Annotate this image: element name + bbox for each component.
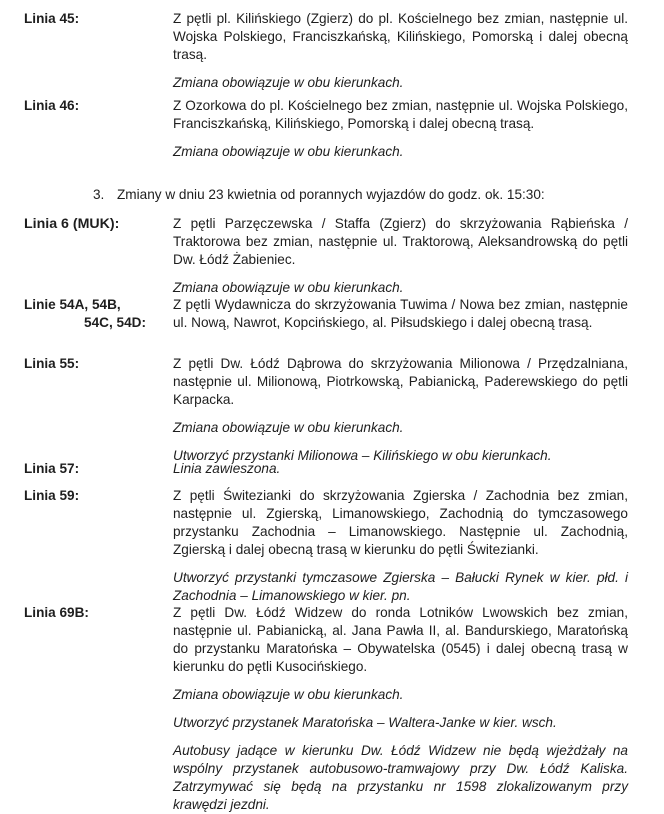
- entry-label-line: 54C, 54D:: [84, 315, 146, 330]
- entry-label: [24, 487, 146, 505]
- route-paragraph: Z pętli pl. Kilińskiego (Zgierz) do pl. Kościelnego bez zmian, następnie ul. Wojska Polskiego, Franciszkańską, Kilińskiego, Pomorską i dalej obecną trasą.: [173, 11, 628, 62]
- entry-body: [173, 10, 628, 92]
- route-paragraph: Z pętli Parzęczewska / Staffa (Zgierz) do skrzyżowania Rąbieńska / Traktorowa bez zmian, następnie ul. Traktorową, Aleksandrowską do pętli Dw. Łódź Żabieniec.: [173, 216, 628, 267]
- entry-body: [173, 604, 628, 814]
- route-paragraph: Z pętli Wydawnicza do skrzyżowania Tuwima / Nowa bez zmian, następnie ul. Nową, Nawrot, Kopcińskiego, al. Piłsudskiego i dalej obecną trasą.: [173, 297, 628, 330]
- entry-label-line: Linia 46:: [24, 98, 80, 113]
- note-paragraph: Utworzyć przystanek Maratońska – Waltera-Janke w kier. wsch.: [173, 715, 557, 730]
- route-paragraph: Z pętli Świtezianki do skrzyżowania Zgierska / Zachodnia bez zmian, następnie ul. Zgierską, Limanowskiego, Zachodnią do tymczasowego przystanku Zachodnia – Limanowskiego. Następnie ul. Zachodnią, Zgierską i dalej obecną trasą w kierunku do pętli Świtezianki.: [173, 488, 628, 557]
- entry-label: [24, 10, 146, 28]
- route-paragraph: Z Ozorkowa do pl. Kościelnego bez zmian, następnie ul. Wojska Polskiego, Franciszkańską, Kilińskiego, Pomorską i dalej obecną trasą.: [173, 98, 628, 131]
- entry-label-line: Linia 57:: [24, 461, 80, 476]
- note-paragraph: Zmiana obowiązuje w obu kierunkach.: [173, 420, 404, 435]
- entry-label-line: Linia 55:: [24, 356, 80, 371]
- note-paragraph: Zmiana obowiązuje w obu kierunkach.: [173, 75, 404, 90]
- entry-label: [24, 460, 146, 478]
- entry-label: [24, 296, 146, 332]
- entry-label: [24, 355, 146, 373]
- route-paragraph: Z pętli Dw. Łódź Widzew do ronda Lotników Lwowskich bez zmian, następnie ul. Pabianicką, al. Jana Pawła II, al. Bandurskiego, Maratońską do przystanku Maratońska – Obywatelska (0545) i dalej obecną trasą w kierunku do pętli Kusocińskiego.: [173, 605, 628, 674]
- note-paragraph: Utworzyć przystanki tymczasowe Zgierska – Bałucki Rynek w kier. płd. i Zachodnia – Limanowskiego w kier. pn.: [173, 570, 628, 603]
- entry-label-line: Linia 45:: [24, 11, 80, 26]
- entry-body: [173, 215, 628, 297]
- entry-label-line: Linia 6 (MUK):: [24, 216, 120, 232]
- section-title: Zmiany w dniu 23 kwietnia od porannych wyjazdów do godz. ok. 15:30:: [117, 187, 545, 202]
- entry-label: [24, 215, 146, 233]
- note-paragraph: Zmiana obowiązuje w obu kierunkach.: [173, 280, 404, 295]
- route-paragraph: Z pętli Dw. Łódź Dąbrowa do skrzyżowania Milionowa / Przędzalniana, następnie ul. Milionową, Piotrkowską, Pabianicką, Paderewskiego do pętli Karpacka.: [173, 356, 628, 407]
- entry-label: [24, 97, 146, 115]
- entry-body: [173, 460, 628, 478]
- note-paragraph: Zmiana obowiązuje w obu kierunkach.: [173, 144, 404, 159]
- entry-body: [173, 355, 628, 465]
- note-paragraph: Zmiana obowiązuje w obu kierunkach.: [173, 687, 404, 702]
- section-number: 3.: [93, 187, 105, 202]
- entry-body: [173, 97, 628, 161]
- entry-label: [24, 604, 146, 622]
- note-paragraph: Utworzyć przystanki Milionowa – Kilińskiego w obu kierunkach.: [173, 448, 552, 463]
- entry-label-line: Linie 54A, 54B,: [24, 297, 121, 312]
- note-paragraph: Autobusy jadące w kierunku Dw. Łódź Widzew nie będą wjeżdżały na wspólny przystanek autobusowo-tramwajowy przy Dw. Łódź Kaliska. Zatrzymywać się będą na przystanku nr 1598 zlokalizowanym przy krawędzi jezdni.: [173, 743, 628, 812]
- entry-body: [173, 296, 628, 332]
- entry-body: [173, 487, 628, 605]
- entry-label-line: Linia 59:: [24, 488, 80, 503]
- section-heading: [93, 186, 653, 204]
- entry-label-line: Linia 69B:: [24, 605, 89, 620]
- note-paragraph: Linia zawieszona.: [173, 461, 281, 476]
